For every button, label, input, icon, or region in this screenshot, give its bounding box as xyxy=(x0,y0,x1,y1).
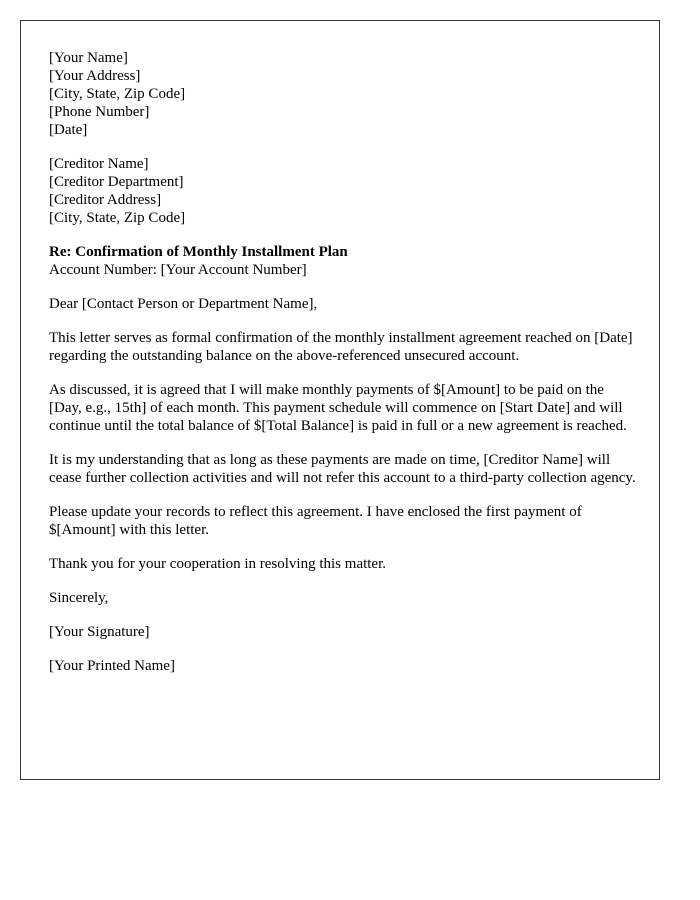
creditor-department: [Creditor Department] xyxy=(49,174,184,190)
subject-block xyxy=(49,243,639,279)
body-paragraph-4: Please update your records to reflect this agreement. I have enclosed the first payment of $[Amount] with this letter. xyxy=(49,504,582,538)
closing: Sincerely, xyxy=(49,590,109,606)
creditor-city-state-zip: [City, State, Zip Code] xyxy=(49,210,186,226)
sender-phone: [Phone Number] xyxy=(49,104,150,120)
body-paragraph-1: This letter serves as formal confirmation of the monthly installment agreement reached on [Date] regarding the outstanding balance on the above-referenced unsecured account. xyxy=(49,330,633,364)
creditor-name: [Creditor Name] xyxy=(49,156,149,172)
recipient-block xyxy=(49,155,639,227)
letter-page xyxy=(20,20,660,780)
sender-block xyxy=(49,49,639,139)
signature-placeholder: [Your Signature] xyxy=(49,624,150,640)
account-number-line: Account Number: [Your Account Number] xyxy=(49,262,307,278)
body-paragraph-3: It is my understanding that as long as these payments are made on time, [Creditor Name] will cease further collection activities and will not refer this account to a third-party collection agency. xyxy=(49,452,636,486)
sender-name: [Your Name] xyxy=(49,50,128,66)
salutation: Dear [Contact Person or Department Name], xyxy=(49,296,318,312)
body-paragraph-5: Thank you for your cooperation in resolving this matter. xyxy=(49,556,387,572)
printed-name: [Your Printed Name] xyxy=(49,658,175,674)
letter-content xyxy=(49,49,639,691)
body-paragraph-2: As discussed, it is agreed that I will make monthly payments of $[Amount] to be paid on the [Day, e.g., 15th] of each month. This payment schedule will commence on [Start Date] and will continue until the total balance of $[Total Balance] is paid in full or a new agreement is reached. xyxy=(49,382,627,434)
creditor-address: [Creditor Address] xyxy=(49,192,162,208)
sender-city-state-zip: [City, State, Zip Code] xyxy=(49,86,186,102)
letter-date: [Date] xyxy=(49,122,88,138)
sender-address: [Your Address] xyxy=(49,68,141,84)
subject-line: Re: Confirmation of Monthly Installment Plan xyxy=(49,244,348,260)
